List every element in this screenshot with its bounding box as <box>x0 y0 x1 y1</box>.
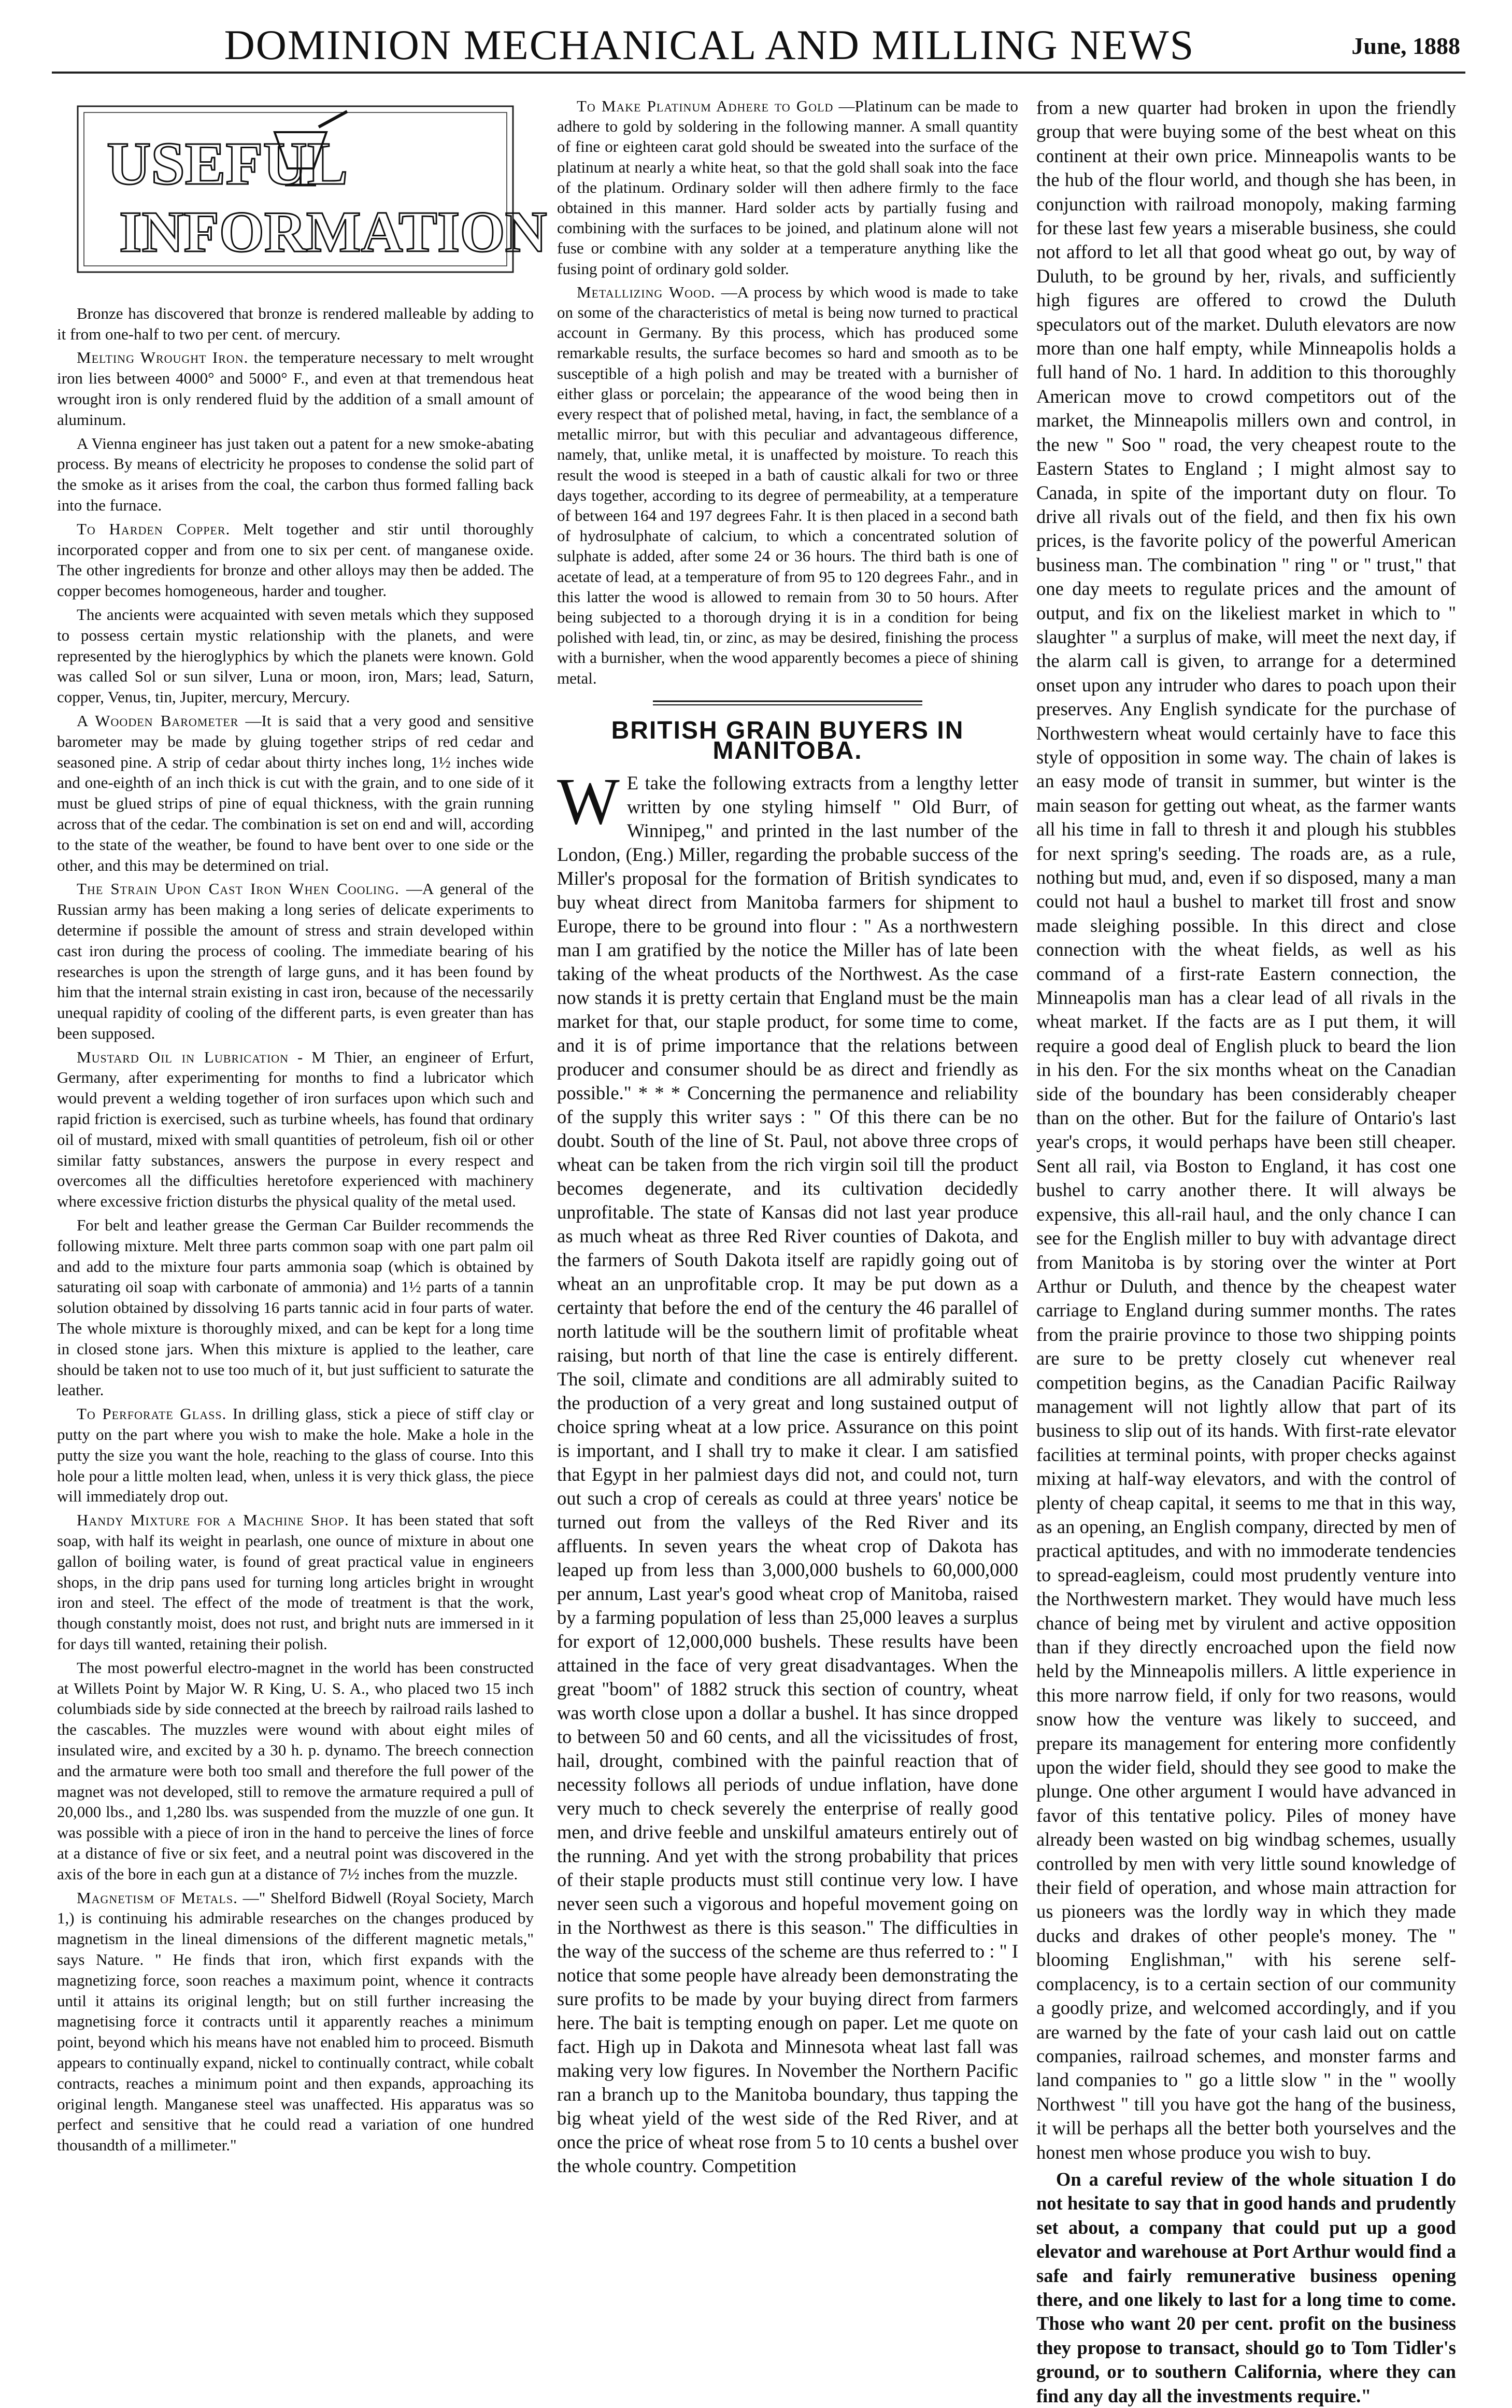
paragraph-lead: Magnetism of Metals. <box>77 1888 238 1907</box>
paragraph-text: A Vienna engineer has just taken out a patent for a new smoke-abating process. By means of electricity he proposes to condense the solid part of the smoke as it arises from the coal, the carbon thus formed falling back into the furnace. <box>57 434 534 514</box>
article-paragraph <box>57 1047 534 1212</box>
article-paragraph <box>557 96 1018 279</box>
drop-cap: W <box>557 764 620 839</box>
paragraph-lead: Melting Wrought Iron. <box>77 348 249 367</box>
masthead-title: DOMINION MECHANICAL AND MILLING NEWS <box>224 21 1195 68</box>
logo-line-2: INFORMATION <box>119 200 547 264</box>
col1-paragraphs <box>57 303 534 2156</box>
paragraph-text: It has been stated that soft soap, with half its weight in pearlash, one ounce of mixture in about one gallon of boiling water, is found of great practical value in engineers shops, in the drip pans used for turning long articles bright in wrought iron and steel. The effect of the mode of treatment is that the work, though constantly moist, does not rust, and bright nuts are immersed in it for days till wanted, retaining their polish. <box>57 1511 534 1653</box>
paragraph-lead: To Make Platinum Adhere to Gold <box>577 97 834 115</box>
paragraph-lead: The Strain Upon Cast Iron When Cooling. <box>77 880 400 898</box>
paragraph-text: - M Thier, an engineer of Erfurt, Germany, after experimenting for months to find a lubricator which would prevent a welding together of iron surfaces upon which such and rapid friction is exercised, such as turbine wheels, has found that ordinary oil of mustard, mixed with small quantities of petroleum, fish oil or other similar fatty substances, answers the purpose in every respect and overcomes all the difficulties heretofore experienced with machinery where excessive friction disturbs the physical quality of the metal used. <box>57 1047 534 1211</box>
page-header <box>62 21 1460 83</box>
column-1 <box>57 96 547 2247</box>
column-2 <box>557 96 1018 2247</box>
article-paragraph <box>57 1215 534 1400</box>
paragraph-text: Melt together and stir until thoroughly incorporated copper and from one to six per cent. of manganese oxide. The other ingredients for bronze and other alloys may then be added. The copper becomes homogeneous, harder and tougher. <box>57 519 534 600</box>
article-paragraph: from a new quarter had broken in upon the friendly group that were buying some of the best wheat on this continent at their own price. Minneapolis wants to be the hub of the flour world, and though she has been, in conjunction with railroad monopoly, making farming for these last few years a miserable business, she could not afford to let all that good wheat go out, by way of Duluth, to be ground by her, rivals, and sufficiently high figures are offered to crowd the Duluth speculators out of the market. Duluth elevators are now more than one half empty, while Minneapolis holds a full hand of No. 1 hard. In addition to this thoroughly American move to crowd competitors out of the market, the Minneapolis millers own and control, in the new " Soo " road, the very cheapest route to the Eastern States to England ; I might almost say to Canada, in spite of the important duty on flour. To drive all rivals out of the field, and then fix his own prices, is the favorite policy of the powerful American business man. The combination " ring " or " trust," that one day meets to regulate prices and the amount of output, and fix on the likeliest market in which to " slaughter " a surplus of make, will meet the next day, if the alarm call is given, to arrange for a determined onset upon any intruder who dares to poach upon their preserves. Any English syndicate for the purchase of Northwestern wheat would certainly have to face this style of opposition in some way. The chain of lakes is an easy mode of transit in summer, but winter is the main season for getting out wheat, as the farmer wants all his time in fall to thresh it and plough his stubbles for next spring's seeding. The roads are, as a rule, nothing but mud, and, even if so disposed, many a man could not haul a bushel to market till frost and snow made sleighing possible. In this direct and close connection with the wheat fields, as well as his command of a first-rate Eastern connection, the Minneapolis man has a clear lead of all rivals in the wheat market. If the facts are as I put them, it will require a good deal of English pluck to beard the lion in his den. For the six months wheat on the Canadian side of the boundary has been considerably cheaper than on the other. But for the failure of Ontario's last year's crops, it would perhaps have been still cheaper. Sent all rail, via Boston to England, it has cost one bushel to carry another there. It will always be expensive, this all-rail haul, and the only chance I can see for the English miller to buy with advantage direct from Manitoba is by storing over the winter at Port Arthur or Duluth, and thence by the cheapest water carriage to England during summer months. The rates from the prairie province to those two shipping points are sure to be pretty closely cut whenever real competition begins, as the Canadian Pacific Railway management will not lightly allow that part of its business to slip out of its hands. With first-rate elevator facilities at terminal points, with proper checks against mixing at half-way elevators, and with the control of plenty of cheap capital, it seems to me that in this way, as an opening, an English company, directed by men of practical aptitudes, and with no immoderate tendencies to spread-eagleism, could most prudently venture into the Northwestern market. They would have much less chance of being met by virulent and active opposition than if they directly encroached upon the field now held by the Minneapolis millers. A little experience in this more narrow field, if only for two reasons, would snow how the venture was likely to succeed, and prepare its management for entering more confidently upon the wider field, should they see good to make the plunge. One other argument I would have advanced in favor of this tentative policy. Piles of money have already been wasted on big windbag schemes, usually controlled by men with very little sound knowledge of their field of operation, and whose main attraction for us pioneers was the lordly way in which they made ducks and drakes of other people's money. The " blooming Englishman," with his serene self-complacency, is to a certain section of our community a goodly prize, and welcomed accordingly, and if you are warned by the fate of your cash laid out on cattle companies, railroad schemes, and monster farms and land companies to " go a little slow " in the " woolly Northwest " till you have got the hang of the business, it will be perhaps all the better both yourselves and the honest men whose produce you wish to buy. <box>1036 97 1456 2163</box>
article-paragraph <box>57 347 534 430</box>
paragraph-text: For belt and leather grease the German Car Builder recommends the following mixture. Melt three parts common soap with one part palm oil and add to the mixture four parts ammonia soap (which is obtained by saturating oil soap with carbonate of ammonia) and 1½ parts of a tannin solution obtained by dissolving 16 parts tannic acid in four parts of water. The whole mixture is thoroughly mixed, and can be kept for a long time in closed stone jars. When this mixture is applied to the leather, care should be taken not to use too much of it, but just sufficient to saturate the leather. <box>57 1216 534 1399</box>
header-rule <box>52 72 1465 74</box>
article-paragraph <box>57 519 534 601</box>
section-divider <box>653 700 922 707</box>
paragraph-text: —Platinum can be made to adhere to gold by soldering in the following manner. A small quantity of fine or eighteen carat gold should be sweated into the surface of the platinum at nearly a white heat, so that the gold shall soak into the face of the platinum. Ordinary solder will then adhere firmly to the face obtained in this manner. Hard solder acts by partially fusing and combining with the surfaces to be joined, and platinum alone will not fuse or combine with any solder at a temperature anything like the fusing point of ordinary gold solder. <box>557 97 1018 278</box>
article-paragraph <box>57 1510 534 1654</box>
paragraph-lead: Handy Mixture for a Machine Shop. <box>77 1511 349 1529</box>
issue-date: June, 1888 <box>1351 33 1460 59</box>
paragraph-lead: Metallizing Wood. <box>577 282 716 301</box>
paragraph-lead: To Harden Copper. <box>77 519 231 538</box>
article-paragraph <box>557 282 1018 688</box>
article-paragraph: On a careful review of the whole situation I do not hesitate to say that in good hands and prudently set about, a company that could put up a good elevator and warehouse at Port Arthur would find a safe and fairly remunerative business opening there, and one likely to last for a long time to come. Those who want 20 per cent. profit on the business they propose to transact, should go to Tom Tidler's ground, or to southern California, where they can find any day all the investments require." <box>1036 2168 1456 2406</box>
paragraph-text: —A process by which wood is made to take on some of the characteristics of metal is being now turned to practical account in Germany. By this process, which has produced some remarkable results, the surface becomes so hard and smooth as to be susceptible of a high polish and may be treated with a burnisher of either glass or porcelain; the appearance of the wood being then in every respect that of polished metal, having, in fact, the semblance of a metallic mirror, but with this peculiar and advantageous difference, namely, that, unlike metal, it is unaffected by moisture. To reach this result the wood is steeped in a bath of caustic alkali for two or three days together, according to its degree of permeability, at a temperature of between 164 and 197 degrees Fahr. It is then placed in a second bath of hydrosulphate of calcium, to which a concentrated solution of sulphate is added, after some 24 or 36 hours. The third bath is one of acetate of lead, at a temperature of from 95 to 120 degrees Fahr., and in this latter the wood is allowed to remain from 30 to 50 hours. After being subjected to a thorough drying it is in a condition for being polished with lead, tin, or zinc, as may be desired, finishing the process with a burnisher, when the wood apparently becomes a piece of shining metal. <box>557 282 1018 687</box>
article-paragraph <box>57 1888 534 2156</box>
paragraph-text: the temperature necessary to melt wrought iron lies between 4000° and 5000° F., and even at that tremendous heat wrought iron is only rendered fluid by the addition of a small amount of aluminum. <box>57 348 534 429</box>
paragraph-lead: A Wooden Barometer <box>77 711 239 730</box>
paragraph-text: The most powerful electro-magnet in the world has been constructed at Willets Point by Major W. R King, U. S. A., who placed two 15 inch columbiads side by side connected at the breech by railroad rails lashed to the cascables. The muzzles were wound with about eight miles of insulated wire, and excited by a 30 h. p. dynamo. The breech connection and the armature were both too small and therefore the full power of the magnet was not developed, still to remove the armature required a pull of 20,000 lbs., and 1,280 lbs. was suspended from the muzzle of one gun. It was possible with a piece of iron in the hand to perceive the lines of force at a distance of five or six feet, and a neutral point was discovered in the axis of the bore in each gun at a distance of 7½ inches from the muzzle. <box>57 1658 534 1883</box>
col2-paragraphs <box>557 96 1018 688</box>
article-body-col2 <box>557 764 1018 2178</box>
article-paragraph <box>57 303 534 345</box>
useful-information-logo <box>57 96 547 288</box>
paragraph-text: —" Shelford Bidwell (Royal Society, March 1,) is continuing his admirable researches on the changes produced by magnetism in the lineal dimensions of the different magnetic metals," says Nature. " He finds that iron, which first expands with the magnetizing force, soon reaches a maximum point, whence it contracts until it attains its original length; but on still further increasing the magnetising force it contracts until it apparently reaches a minimum point, beyond which his means have not enabled him to proceed. Bismuth appears to continually expand, nickel to continually contract, while cobalt contracts, reaches a minimum point and then expands, approaching its original length. Manganese steel was unaffected. His apparatus was so perfect and sensitive that he could read a variation of one hundred thousandth of a millimeter." <box>57 1888 534 2155</box>
article-headline: BRITISH GRAIN BUYERS IN MANITOBA. <box>611 716 964 765</box>
article-paragraph <box>57 711 534 875</box>
paragraph-text: Bronze has discovered that bronze is rendered malleable by adding to it from one-half to two per cent. of mercury. <box>57 304 534 343</box>
article-paragraph: W E take the following extracts from a lengthy letter written by one styling himself " Old Burr, of Winnipeg," and printed in the last number of the London, (Eng.) Miller, regarding the probable success of the Miller's proposal for the formation of British syndicates to buy wheat direct from Manitoba farmers for shipment to Europe, there to be ground into flour : " As a northwestern man I am gratified by the notice the Miller has of late been taking of the wheat products of the Northwest. As the case now stands it is pretty certain that England must be the main market for that, our staple product, for some time to come, and it is of prime importance that the relations between producer and consumer should be as direct and friendly as possible." * * * Concerning the permanence and reliability of the supply this writer says : " Of this there can be no doubt. South of the line of St. Paul, not above three crops of wheat can be taken from the rich virgin soil till the product becomes degenerate, and its cultivation decidedly unprofitable. The state of Kansas did not last year produce as much wheat as three Red River counties of Dakota, and the farmers of South Dakota itself are rapidly going out of wheat an an unprofitable crop. It may be put down as a certainty that before the end of the century the 46 parallel of north latitude will be the southern limit of profitable wheat raising, but north of that line the case is entirely different. The soil, climate and conditions are all admirably suited to the production of a very great and long sustained output of choice spring wheat at a low price. Assurance on this point is important, and I shall try to make it clear. I am satisfied that Egypt in her palmiest days did not, and could not, turn out such a crop of cereals as could at three years' notice be turned out from the valleys of the Red River and its affluents. In seven years the wheat crop of Dakota has leaped up from less than 3,000,000 bushels to 60,000,000 per annum, Last year's good wheat crop of Manitoba, raised by a farming population of less than 25,000 leaves a surplus for export of 12,000,000 bushels. These results have been attained in the face of very great disadvantages. When the great "boom" of 1882 struck this section of country, wheat was worth close upon a dollar a bushel. It has since dropped to between 50 and 60 cents, and all the vicissitudes of frost, hail, drought, combined with the painful reaction that of necessity follows all periods of undue inflation, have done very much to check severely the enterprise of really good men, and drive feeble and unskilful amateurs entirely out of the running. And yet with the strong probability that prices of their staple products must still continue very low. I have never seen such a vigorous and hopeful movement going on in the Northwest as there is this season." The difficulties in the way of the success of the scheme are thus referred to : " I notice that some people have already been demonstrating the sure profits to be made by your buying direct from farmers here. The bait is tempting enough on paper. Let me quote on fact. High up in Dakota and Minnesota wheat last fall was making very low figures. In November the Northern Pacific ran a branch up to the Manitoba boundary, thus tapping the big wheat yield of the west side of the Red River, and at once the price of wheat rose from 5 to 10 cents a bushel over the whole country. Competition <box>557 764 1018 2177</box>
paragraph-text: The ancients were acquainted with seven metals which they supposed to possess certain mystic relationship with the planets, and were represented by the hieroglyphics by which the planets were known. Gold was called Sol or sun silver, Luna or moon, iron, Mars; lead, Saturn, copper, Venus, tin, Jupiter, mercury, Mercury. <box>57 605 534 706</box>
paragraph-lead: Mustard Oil in Lubrication <box>77 1047 289 1066</box>
article-paragraph <box>57 1404 534 1507</box>
paragraph-lead: To Perforate Glass. <box>77 1405 227 1423</box>
paragraph-text: —It is said that a very good and sensitive barometer may be made by gluing together strips of red cedar and seasoned pine. A strip of cedar about thirty inches long, 1½ inches wide and one-eighth of an inch thick is cut with the grain, and to one side of it must be glued strips of pine of equal thickness, with the grain running across that of the cedar. The combination is set on end and will, according to the state of the weather, be found to have bent over to one side or the other, and this may be determined on trial. <box>57 711 534 874</box>
column-3 <box>1036 96 1456 2406</box>
article-paragraph <box>57 433 534 516</box>
article-paragraph <box>57 604 534 707</box>
article-paragraph <box>57 1658 534 1885</box>
logo-line-1: USEFUL <box>107 130 348 197</box>
paragraph-text: —A general of the Russian army has been making a long series of delicate experiments to determine if possible the amount of stress and strain developed within cast iron during the process of cooling. The immediate bearing of his researches is upon the strength of large guns, and it has been found by him that the internal strain existing in cast iron, because of the necessarily unequal rapidity of cooling of the different parts, is even greater than has been supposed. <box>57 880 534 1042</box>
paragraph-text: In drilling glass, stick a piece of stiff clay or putty on the part where you wish to make the hole. Make a hole in the putty the size you want the hole, reaching to the glass of course. Into this hole pour a little molten lead, when, unless it is very thick glass, the piece will immediately drop out. <box>57 1405 534 1506</box>
article-paragraph <box>57 879 534 1043</box>
